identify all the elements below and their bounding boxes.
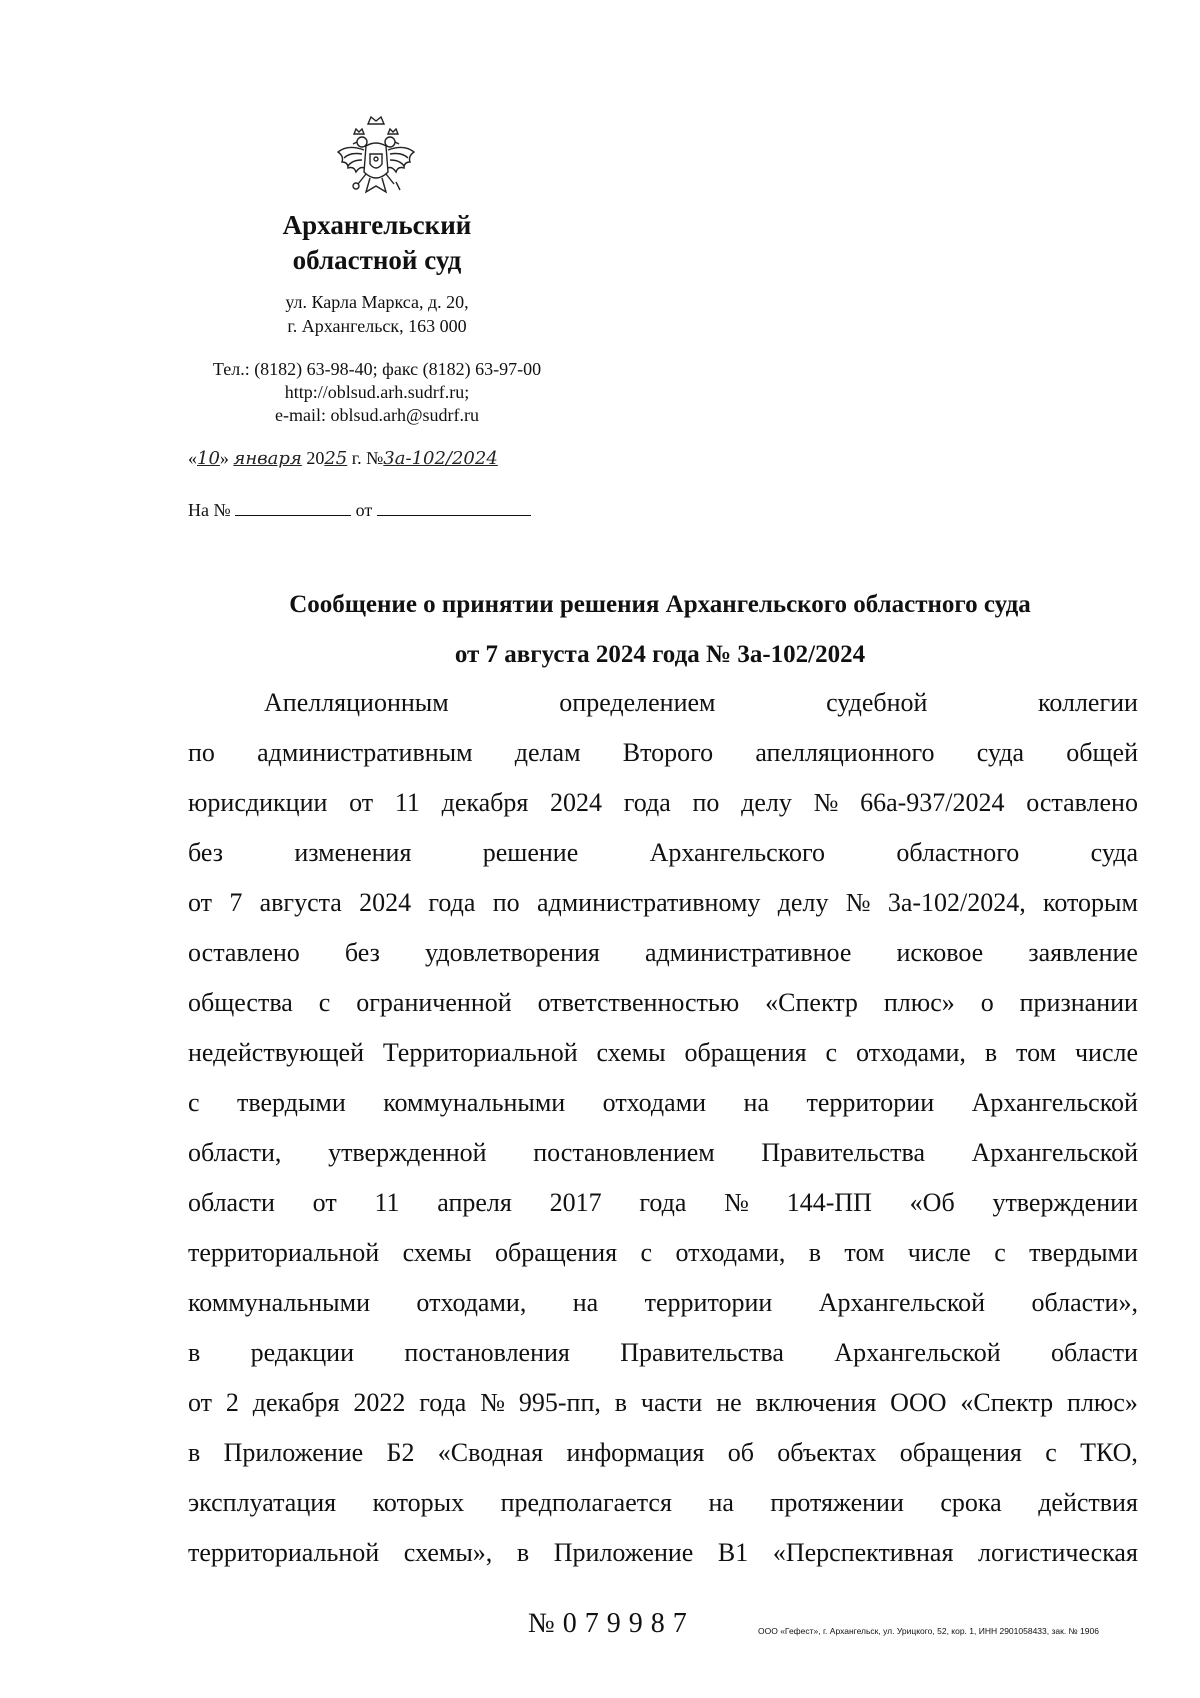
body-word: без [344, 938, 380, 967]
body-word: административным [257, 738, 473, 767]
body-word: Архангельской [971, 1138, 1138, 1167]
body-word: по [692, 788, 720, 817]
body-word: Б2 [386, 1438, 415, 1467]
body-line [188, 978, 1138, 1028]
body-word: обращения [684, 1038, 807, 1067]
body-word: административному [536, 888, 761, 917]
body-word: коммунальными [188, 1288, 370, 1317]
body-word: на [572, 1288, 599, 1317]
court-contacts [180, 358, 574, 427]
body-word: схемы [596, 1038, 666, 1067]
body-word: плюс» [883, 988, 955, 1017]
body-word: № [845, 888, 871, 917]
body-word: с [640, 1238, 653, 1267]
body-word: включения [755, 1388, 877, 1417]
body-word: Правительства [761, 1138, 925, 1167]
address-street: ул. Карла Маркса, д. 20, [285, 292, 469, 312]
body-word: числе [1074, 1038, 1138, 1067]
body-word: без [188, 838, 224, 867]
body-word: с [994, 1238, 1006, 1267]
body-word: плюс» [1067, 1388, 1138, 1417]
body-word: в [188, 1338, 201, 1367]
body-word: редакции [250, 1338, 355, 1367]
body-line [188, 728, 1138, 778]
body-word: Второго [622, 738, 714, 767]
body-word: об [727, 1438, 754, 1467]
body-word: года [428, 888, 476, 917]
body-word: постановлением [533, 1138, 715, 1167]
date-year-prefix: 20 [306, 448, 325, 468]
body-word: «Перспективная [772, 1538, 954, 1567]
body-word: отходами [602, 1088, 707, 1117]
reference-line [188, 497, 531, 521]
email-line: e-mail: oblsud.arh@sudrf.ru [274, 405, 480, 425]
body-word: от [188, 1388, 213, 1417]
body-word: области [188, 1188, 275, 1217]
body-word: года [639, 1188, 687, 1217]
body-word: определением [559, 688, 716, 717]
body-word: изменения [294, 838, 412, 867]
body-word: Архангельской [818, 1288, 986, 1317]
body-word: срока [940, 1488, 1002, 1517]
body-word: Архангельского [649, 838, 826, 867]
body-word: «Спектр [960, 1388, 1054, 1417]
court-address [230, 290, 524, 338]
phone-fax-line: Тел.: (8182) 63-98-40; факс (8182) 63-97-00 [212, 359, 542, 379]
body-line [188, 1328, 1138, 1378]
body-word: Архангельской [971, 1088, 1138, 1117]
body-word: Территориальной [382, 1038, 578, 1067]
body-word: Приложение [553, 1538, 694, 1567]
body-word: Приложение [223, 1438, 364, 1467]
body-word: твердыми [237, 1088, 346, 1117]
date-day: 10 [197, 448, 220, 469]
body-line [188, 1378, 1138, 1428]
body-word: логистическая [978, 1538, 1138, 1567]
body-word: обращения [494, 1238, 618, 1267]
body-word: в [614, 1388, 628, 1417]
body-word: 995-пп, [518, 1388, 601, 1417]
body-word: информация [566, 1438, 705, 1467]
body-line [188, 1028, 1138, 1078]
body-word: не [716, 1388, 742, 1417]
title-line-1: Сообщение о принятии решения Архангельского областного суда [289, 591, 1031, 618]
body-word: которым [1043, 888, 1138, 917]
body-line [188, 1078, 1138, 1128]
body-word: признании [1019, 988, 1138, 1017]
body-word: области», [1031, 1288, 1138, 1317]
body-word: заявление [1028, 938, 1138, 967]
website-line: http://oblsud.arh.sudrf.ru; [284, 382, 470, 402]
coat-of-arms-emblem [332, 110, 420, 210]
body-word: по [492, 888, 520, 917]
body-word: решение [482, 838, 579, 867]
outgoing-number-label: № [366, 448, 384, 468]
body-word: № [480, 1388, 505, 1417]
body-word: года [419, 1388, 467, 1417]
body-word: № [724, 1188, 749, 1217]
body-word: которых [372, 1488, 465, 1517]
body-word: с [318, 988, 331, 1017]
document-title [180, 580, 1140, 680]
body-word: делам [514, 738, 581, 767]
body-word: 2017 [549, 1188, 602, 1217]
reference-from-label: от [355, 500, 373, 520]
body-word: о [980, 988, 994, 1017]
body-word: декабря [441, 788, 529, 817]
body-word: 2 [225, 1388, 239, 1417]
body-word: 11 [374, 1188, 400, 1217]
body-word: ограниченной [356, 988, 512, 1017]
body-line [188, 1128, 1138, 1178]
body-word: ООО [890, 1388, 947, 1417]
address-city: г. Архангельск, 163 000 [287, 316, 467, 336]
form-number: №079987 [528, 1608, 695, 1639]
printer-info: ООО «Гефест», г. Архангельск, ул. Урицкого, 52, кор. 1, ИНН 2901058433, зак. № 1906 [758, 1626, 1099, 1636]
body-word: 11 [394, 788, 420, 817]
body-word: № [813, 788, 839, 817]
title-line-2: от 7 августа 2024 года № 3а-102/2024 [454, 641, 866, 668]
body-word: схемы [402, 1238, 472, 1267]
body-word: «Об [909, 1188, 955, 1217]
body-word: области [1051, 1338, 1138, 1367]
body-word: юрисдикции [188, 788, 328, 817]
body-word: том [844, 1238, 885, 1267]
body-word: оставлено [1026, 788, 1138, 817]
body-word: отходами, [416, 1288, 527, 1317]
body-word: недействующей [188, 1038, 364, 1067]
body-word: суда [976, 738, 1025, 767]
body-line [188, 878, 1138, 928]
body-line [188, 678, 1138, 728]
body-word: ТКО, [1080, 1438, 1138, 1467]
body-word: числе [907, 1238, 971, 1267]
body-word: объектах [777, 1438, 877, 1467]
body-word: 144-ПП [786, 1188, 872, 1217]
body-word: коммунальными [383, 1088, 566, 1117]
body-word: на [743, 1088, 769, 1117]
reference-label: На № [188, 500, 231, 520]
body-word: 66а-937/2024 [860, 788, 1005, 817]
body-word: «Сводная [437, 1438, 544, 1467]
body-word: с [1045, 1438, 1057, 1467]
body-word: В1 [717, 1538, 749, 1567]
body-word: декабря [252, 1388, 340, 1417]
body-word: с [188, 1088, 200, 1117]
body-word: делу [777, 888, 829, 917]
body-word: области, [188, 1138, 282, 1167]
body-word: апреля [437, 1188, 512, 1217]
body-word: ответственностью [537, 988, 740, 1017]
body-line [188, 1528, 1138, 1578]
body-word: 2022 [353, 1388, 406, 1417]
body-word: областного [896, 838, 1020, 867]
body-word: Апелляционным [264, 688, 449, 717]
body-word: августа [259, 888, 342, 917]
body-word: с [825, 1038, 838, 1067]
reference-date-blank [377, 497, 531, 516]
date-year-suffix: 25 [324, 448, 348, 469]
body-word: исковое [896, 938, 984, 967]
body-word: 3а-102/2024, [887, 888, 1026, 917]
body-line [188, 1478, 1138, 1528]
body-word: постановления [404, 1338, 570, 1367]
body-word: утверждении [992, 1188, 1138, 1217]
body-line [188, 1428, 1138, 1478]
body-word: года [623, 788, 671, 817]
outgoing-date-line: «10» января 2025 г. №3а-102/2024 [188, 448, 498, 469]
body-word: суда [1090, 838, 1138, 867]
body-word: части [640, 1388, 703, 1417]
body-word: на [708, 1488, 734, 1517]
body-word: территории [644, 1288, 773, 1317]
body-line [188, 1228, 1138, 1278]
body-word: протяжении [770, 1488, 904, 1517]
body-word: «Спектр [765, 988, 858, 1017]
body-word: от [188, 888, 213, 917]
body-word: общей [1066, 738, 1138, 767]
body-word: коллегии [1038, 688, 1138, 717]
court-name-line-1: Архангельский [282, 210, 472, 240]
body-word: действия [1038, 1488, 1138, 1517]
body-word: делу [741, 788, 792, 817]
body-word: территориальной [188, 1238, 380, 1267]
body-word: утвержденной [328, 1138, 487, 1167]
body-line [188, 928, 1138, 978]
body-word: оставлено [188, 938, 300, 967]
body-word: эксплуатация [188, 1488, 337, 1517]
body-word: территориальной [188, 1538, 380, 1567]
date-year-label: г. [351, 448, 362, 468]
body-word: 2024 [359, 888, 412, 917]
body-word: в [516, 1538, 530, 1567]
body-line [188, 828, 1138, 878]
body-line [188, 1278, 1138, 1328]
body-word: общества [188, 988, 293, 1017]
body-word: территории [806, 1088, 935, 1117]
body-word: схемы», [403, 1538, 493, 1567]
body-word: том [1016, 1038, 1057, 1067]
body-word: предполагается [500, 1488, 672, 1517]
body-word: по [188, 738, 215, 767]
date-month: января [233, 448, 302, 469]
body-word: 7 [229, 888, 243, 917]
outgoing-number: 3а-102/2024 [383, 448, 498, 469]
body-word: в [984, 1038, 998, 1067]
body-word: в [188, 1438, 201, 1467]
body-word: отходами, [675, 1238, 786, 1267]
body-word: от [349, 788, 374, 817]
body-word: в [808, 1238, 822, 1267]
body-word: отходами, [856, 1038, 966, 1067]
body-word: от [312, 1188, 337, 1217]
body-line [188, 1178, 1138, 1228]
court-name-line-2: областной суд [292, 245, 462, 275]
body-word: твердыми [1029, 1238, 1138, 1267]
body-word: Правительства [620, 1338, 784, 1367]
body-word: апелляционного [755, 738, 935, 767]
body-word: удовлетворения [425, 938, 600, 967]
body-paragraph [188, 678, 1138, 1578]
reference-number-blank [235, 497, 351, 516]
body-word: Архангельской [834, 1338, 1001, 1367]
body-word: 2024 [550, 788, 603, 817]
court-name [250, 208, 504, 278]
body-word: судебной [826, 688, 928, 717]
body-word: административное [645, 938, 852, 967]
body-word: обращения [899, 1438, 1022, 1467]
body-line [188, 778, 1138, 828]
